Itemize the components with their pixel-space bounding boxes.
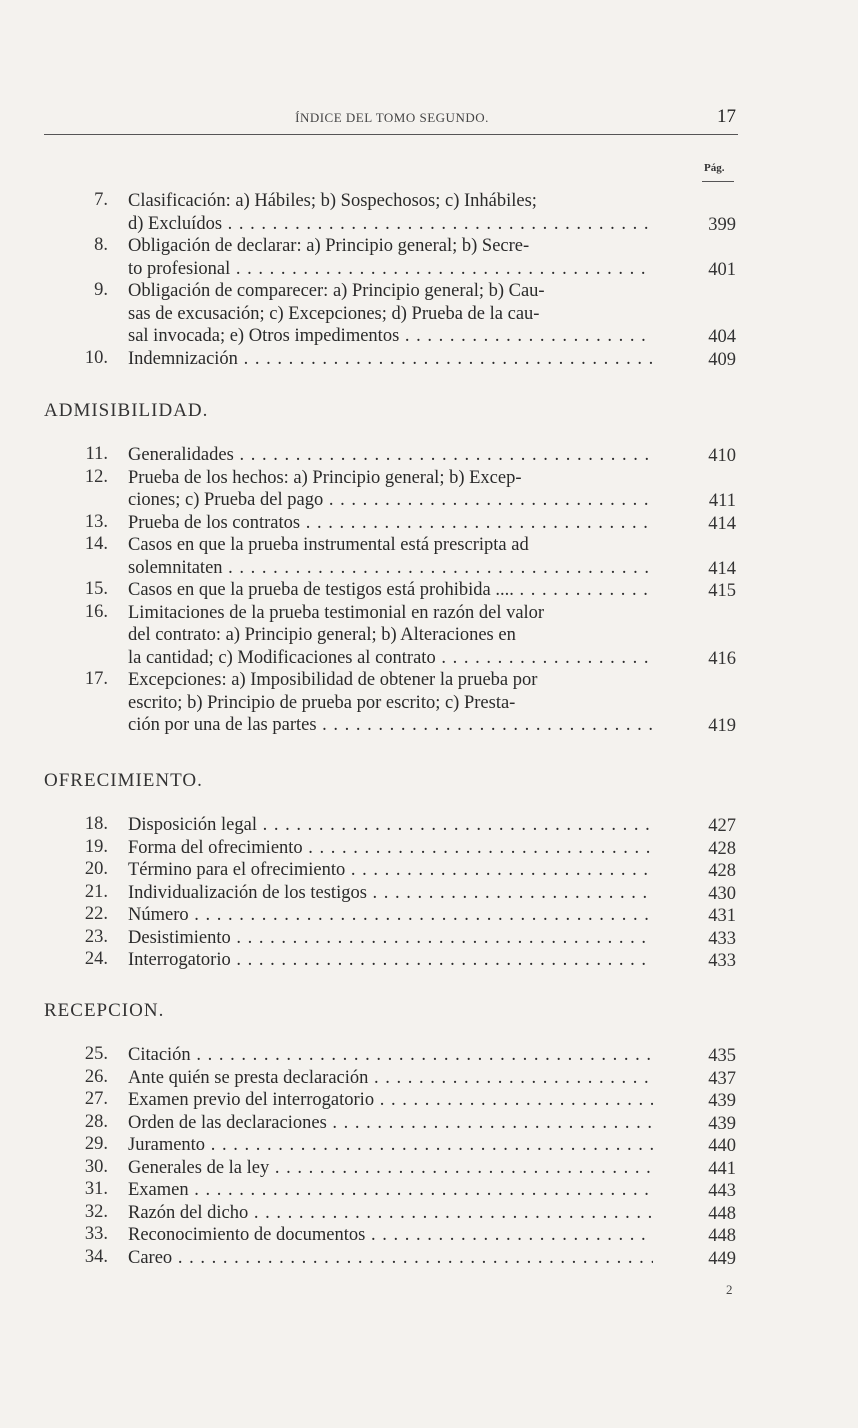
entry-title-line: d) Excluídos . . . xyxy=(128,213,653,236)
entry-title-line: Término para el ofrecimiento . . . xyxy=(128,859,653,882)
entry-page-number: 443 xyxy=(708,1181,736,1201)
entry-title-line: ciones; c) Prueba del pago . . . xyxy=(128,489,653,512)
entry-number: 34. xyxy=(84,1246,108,1267)
entry-title-line: Limitaciones de la prueba testimonial en razón del valor xyxy=(128,602,545,623)
entry-page-number: 439 xyxy=(708,1113,736,1134)
entry-number: 31. xyxy=(84,1179,108,1199)
entry-title-line: Disposición legal . . . xyxy=(128,814,653,837)
entry-title-line: solemnitaten . . . xyxy=(128,557,653,580)
entry-number: 12. xyxy=(84,466,108,487)
signature-mark: 2 xyxy=(726,1282,733,1297)
toc-entry[interactable] xyxy=(0,927,858,950)
entry-number: 23. xyxy=(84,926,108,947)
toc-entry[interactable] xyxy=(0,467,858,512)
entry-title-line: Casos en que la prueba instrumental está prescripta ad xyxy=(128,535,529,555)
entry-page-number: 428 xyxy=(708,861,736,881)
page-column-label: Pág. xyxy=(704,162,725,174)
toc-entry[interactable] xyxy=(0,1247,858,1270)
toc-entry[interactable] xyxy=(0,882,858,905)
entry-title-line: sas de excusación; c) Excepciones; d) Prueba de la cau- xyxy=(128,303,540,324)
entry-title-line: Número . . . xyxy=(128,904,653,927)
entry-page-number: 449 xyxy=(708,1248,736,1269)
entry-number: 8. xyxy=(94,235,108,255)
entry-page-number: 441 xyxy=(708,1158,736,1179)
entry-page-number: 419 xyxy=(708,716,736,736)
entry-page-number: 448 xyxy=(708,1226,736,1246)
entry-number: 22. xyxy=(84,904,108,924)
entry-page-number: 439 xyxy=(708,1091,736,1111)
entry-title-line: Generales de la ley . . . xyxy=(128,1157,653,1180)
entry-title-line: Prueba de los hechos: a) Principio general; b) Excep- xyxy=(128,467,522,488)
entry-page-number: 410 xyxy=(708,446,736,466)
entry-page-number: 414 xyxy=(708,558,736,579)
entry-title-line: sal invocada; e) Otros impedimentos . . . xyxy=(128,325,653,348)
entry-number: 33. xyxy=(84,1224,108,1244)
entry-number: 25. xyxy=(84,1044,108,1064)
entry-title-line: escrito; b) Principio de prueba por escrito; c) Presta- xyxy=(128,692,516,713)
entry-number: 26. xyxy=(84,1066,108,1087)
entry-title-line: Forma del ofrecimiento . . . xyxy=(128,837,653,860)
entry-number: 16. xyxy=(84,601,108,622)
entry-number: 20. xyxy=(84,859,108,879)
entry-page-number: 428 xyxy=(708,838,736,859)
toc-entry[interactable] xyxy=(0,949,858,972)
entry-title-line: Obligación de declarar: a) Principio general; b) Secre- xyxy=(128,236,530,256)
running-header xyxy=(44,106,740,134)
entry-title-line: Prueba de los contratos . . . xyxy=(128,512,653,535)
entry-title-line: Excepciones: a) Imposibilidad de obtener la prueba por xyxy=(128,670,538,690)
header-rule xyxy=(44,134,738,135)
toc-entry[interactable] xyxy=(0,669,858,737)
entry-title-line: Examen previo del interrogatorio . . . xyxy=(128,1089,653,1112)
entry-page-number: 437 xyxy=(708,1068,736,1089)
header-title: ÍNDICE DEL TOMO SEGUNDO. xyxy=(295,110,489,125)
entry-number: 18. xyxy=(84,814,108,834)
entry-title-line: Casos en que la prueba de testigos está prohibida .... . . . xyxy=(128,579,653,602)
entry-number: 7. xyxy=(94,190,108,210)
toc-entry[interactable] xyxy=(0,190,858,235)
toc-entry[interactable] xyxy=(0,1202,858,1225)
entry-number: 28. xyxy=(84,1111,108,1132)
entry-title-line: ción por una de las partes . . . xyxy=(128,714,653,737)
toc-entry[interactable] xyxy=(0,602,858,670)
entry-page-number: 440 xyxy=(708,1136,736,1156)
entry-number: 14. xyxy=(84,534,108,554)
entry-number: 30. xyxy=(84,1156,108,1177)
entry-page-number: 433 xyxy=(708,951,736,971)
entry-number: 10. xyxy=(84,347,108,368)
entry-page-number: 415 xyxy=(708,581,736,601)
entry-title-line: del contrato: a) Principio general; b) Alteraciones en xyxy=(128,625,516,645)
entry-title-line: Careo . . . xyxy=(128,1247,653,1270)
entry-title-line: Desistimiento . . . xyxy=(128,927,653,950)
entry-page-number: 404 xyxy=(708,327,736,347)
header-page-number: 17 xyxy=(717,106,736,127)
entry-number: 21. xyxy=(84,881,108,902)
entry-number: 24. xyxy=(84,949,108,969)
section-heading: RECEPCION. xyxy=(44,1000,165,1021)
entry-page-number: 448 xyxy=(708,1203,736,1224)
entry-title-line: Obligación de comparecer: a) Principio general; b) Cau- xyxy=(128,281,545,301)
toc-entry[interactable] xyxy=(0,348,858,371)
entry-number: 32. xyxy=(84,1201,108,1222)
entry-number: 17. xyxy=(84,669,108,689)
entry-title-line: Clasificación: a) Hábiles; b) Sospechosos; c) Inhábiles; xyxy=(128,191,537,211)
entry-page-number: 411 xyxy=(708,491,736,511)
entry-number: 19. xyxy=(84,836,108,857)
entry-title-line: to profesional . . . xyxy=(128,258,653,281)
entry-number: 13. xyxy=(84,511,108,532)
entry-page-number: 427 xyxy=(708,816,736,836)
entry-title-line: la cantidad; c) Modificaciones al contrato . . . xyxy=(128,647,653,670)
entry-page-number: 414 xyxy=(708,513,736,534)
toc-entry[interactable] xyxy=(0,814,858,837)
toc-entry[interactable] xyxy=(0,837,858,860)
toc-entry[interactable] xyxy=(0,235,858,280)
toc-entry[interactable] xyxy=(0,534,858,579)
entry-page-number: 399 xyxy=(708,214,736,235)
entry-number: 29. xyxy=(84,1134,108,1154)
toc-entry[interactable] xyxy=(0,512,858,535)
toc-entry[interactable] xyxy=(0,1067,858,1090)
entry-number: 11. xyxy=(85,444,108,464)
entry-page-number: 430 xyxy=(708,883,736,904)
entry-number: 9. xyxy=(94,280,108,300)
toc-entry[interactable] xyxy=(0,1157,858,1180)
toc-entry[interactable] xyxy=(0,1112,858,1135)
entry-title-line: Examen . . . xyxy=(128,1179,653,1202)
entry-page-number: 409 xyxy=(708,349,736,370)
entry-title-line: Reconocimiento de documentos . . . xyxy=(128,1224,653,1247)
toc-entry[interactable] xyxy=(0,280,858,348)
toc-entry[interactable] xyxy=(0,444,858,467)
entry-title-line: Interrogatorio . . . xyxy=(128,949,653,972)
entry-title-line: Citación . . . xyxy=(128,1044,653,1067)
entry-title-line: Indemnización . . . xyxy=(128,348,653,371)
toc-entry[interactable] xyxy=(0,904,858,927)
entry-title-line: Individualización de los testigos . . . xyxy=(128,882,653,905)
toc-entry[interactable] xyxy=(0,1134,858,1157)
entry-title-line: Orden de las declaraciones . . . xyxy=(128,1112,653,1135)
entry-number: 15. xyxy=(84,579,108,599)
entry-title-line: Generalidades . . . xyxy=(128,444,653,467)
entry-page-number: 416 xyxy=(708,648,736,669)
toc-entry[interactable] xyxy=(0,579,858,602)
entry-title-line: Razón del dicho . . . xyxy=(128,1202,653,1225)
entry-number: 27. xyxy=(84,1089,108,1109)
toc-entry[interactable] xyxy=(0,859,858,882)
toc-entry[interactable] xyxy=(0,1089,858,1112)
entry-page-number: 401 xyxy=(708,259,736,280)
entry-title-line: Ante quién se presta declaración . . . xyxy=(128,1067,653,1090)
toc-entry[interactable] xyxy=(0,1044,858,1067)
section-heading: OFRECIMIENTO. xyxy=(44,770,203,791)
entry-title-line: Juramento . . . xyxy=(128,1134,653,1157)
entry-page-number: 435 xyxy=(708,1046,736,1066)
toc-entry[interactable] xyxy=(0,1179,858,1202)
entry-page-number: 433 xyxy=(708,928,736,949)
toc-entry[interactable] xyxy=(0,1224,858,1247)
entry-page-number: 431 xyxy=(708,906,736,926)
section-heading: ADMISIBILIDAD. xyxy=(44,400,209,421)
page-column-rule xyxy=(702,181,734,182)
